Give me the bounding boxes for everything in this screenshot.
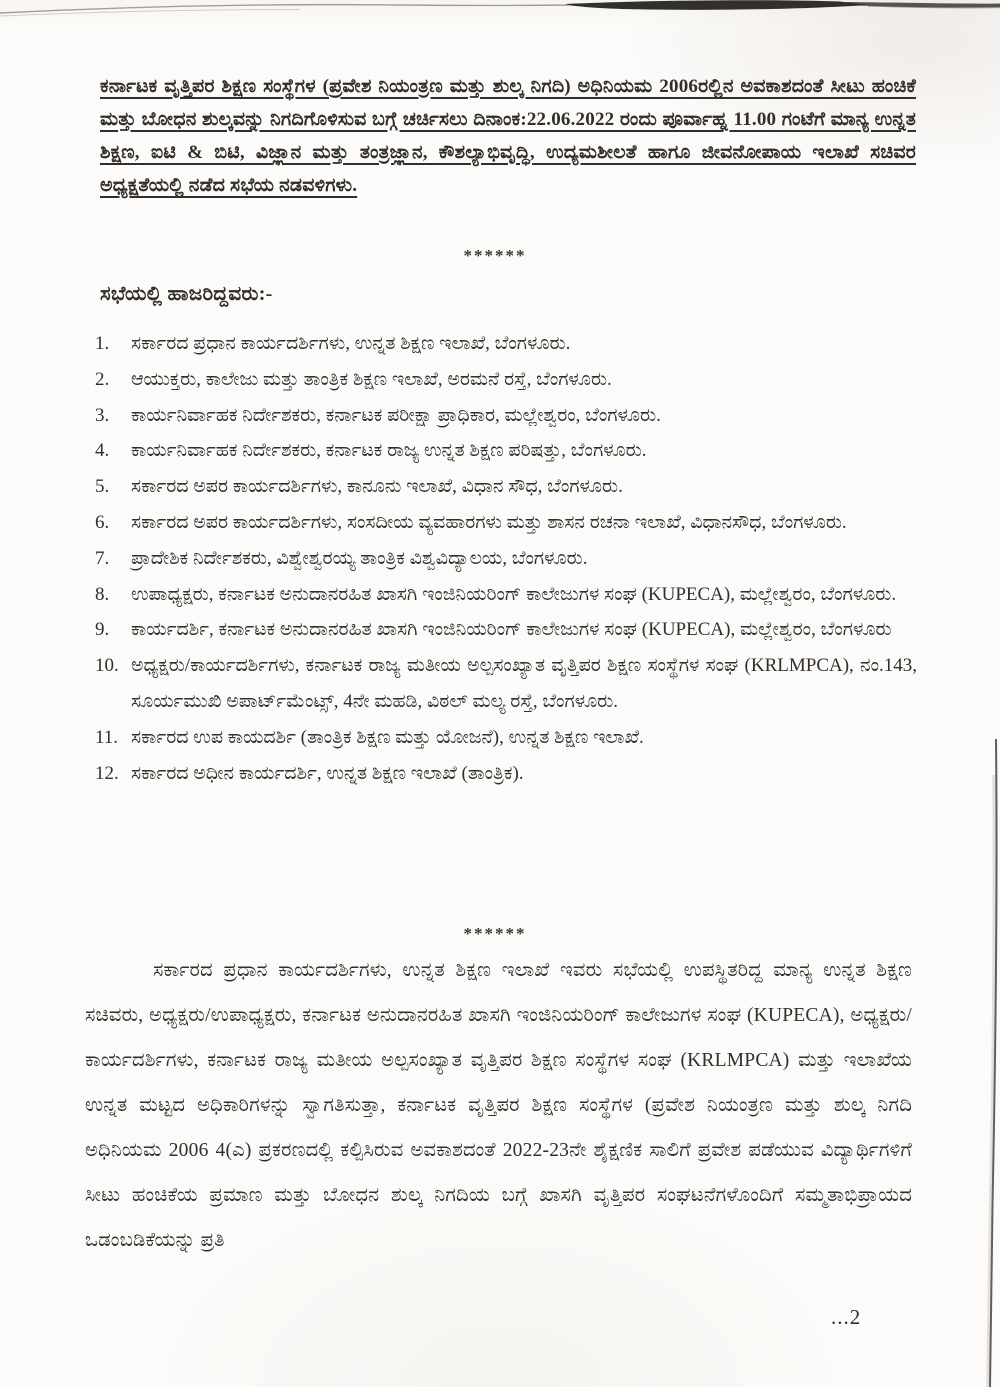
- body-paragraph: ಸರ್ಕಾರದ ಪ್ರಧಾನ ಕಾರ್ಯದರ್ಶಿಗಳು, ಉನ್ನತ ಶಿಕ್ಷಣ ಇಲಾಖೆ ಇವರು ಸಭೆಯಲ್ಲಿ ಉಪಸ್ಥಿತರಿದ್ದ ಮಾನ್ಯ ಉನ್ನತ ಶಿಕ್ಷಣ ಸಚಿವರು, ಅಧ್ಯಕ್ಷರು/ಉಪಾಧ್ಯಕ್ಷರು, ಕರ್ನಾಟಕ ಅನುದಾನರಹಿತ ಖಾಸಗಿ ಇಂಜಿನಿಯರಿಂಗ್ ಕಾಲೇಜುಗಳ ಸಂಘ (KUPECA), ಅಧ್ಯಕ್ಷರು/ಕಾರ್ಯದರ್ಶಿಗಳು, ಕರ್ನಾಟಕ ರಾಜ್ಯ ಮತೀಯ ಅಲ್ಪಸಂಖ್ಯಾತ ವೃತ್ತಿಪರ ಶಿಕ್ಷಣ ಸಂಸ್ಥೆಗಳ ಸಂಘ (KRLMPCA) ಮತ್ತು ಇಲಾಖೆಯ ಉನ್ನತ ಮಟ್ಟದ ಅಧಿಕಾರಿಗಳನ್ನು ಸ್ವಾಗತಿಸುತ್ತಾ, ಕರ್ನಾಟಕ ವೃತ್ತಿಪರ ಶಿಕ್ಷಣ ಸಂಸ್ಥೆಗಳ (ಪ್ರವೇಶ ನಿಯಂತ್ರಣ ಮತ್ತು ಶುಲ್ಕ ನಿಗದಿ ಅಧಿನಿಯಮ 2006 4(ಎ) ಪ್ರಕರಣದಲ್ಲಿ ಕಲ್ಪಿಸಿರುವ ಅವಕಾಶದಂತೆ 2022-23ನೇ ಶೈಕ್ಷಣಿಕ ಸಾಲಿಗೆ ಪ್ರವೇಶ ಪಡೆಯುವ ವಿದ್ಯಾರ್ಥಿಗಳಿಗೆ ಸೀಟು ಹಂಚಿಕೆಯ ಪ್ರಮಾಣ ಮತ್ತು ಬೋಧನ ಶುಲ್ಕ ನಿಗದಿಯ ಬಗ್ಗೆ ಖಾಸಗಿ ವೃತ್ತಿಪರ ಸಂಘಟನೆಗಳೊಂದಿಗೆ ಸಮ್ಮತಾಭಿಪ್ರಾಯದ ಒಡಂಬಡಿಕೆಯನ್ನು ಪ್ರತಿ: [85, 960, 912, 1251]
- attendee-number: 9.: [95, 619, 110, 641]
- attendee-number: 12.: [95, 762, 119, 784]
- attendee-row: [95, 362, 917, 398]
- attendee-text: ಉಪಾಧ್ಯಕ್ಷರು, ಕರ್ನಾಟಕ ಅನುದಾನರಹಿತ ಖಾಸಗಿ ಇಂಜಿನಿಯರಿಂಗ್ ಕಾಲೇಜುಗಳ ಸಂಘ (KUPECA), ಮಲ್ಲೇಶ್ವರಂ, ಬೆಂಗಳೂರು.: [131, 583, 897, 605]
- attendee-number: 2.: [95, 368, 110, 390]
- attendee-number: 10.: [95, 655, 119, 677]
- attendee-row: [95, 541, 917, 577]
- separator-stars-top: ******: [463, 246, 527, 265]
- attendee-text: ಕಾರ್ಯದರ್ಶಿ, ಕರ್ನಾಟಕ ಅನುದಾನರಹಿತ ಖಾಸಗಿ ಇಂಜಿನಿಯರಿಂಗ್ ಕಾಲೇಜುಗಳ ಸಂಘ (KUPECA), ಮಲ್ಲೇಶ್ವರಂ, ಬೆಂಗಳೂರು: [131, 619, 892, 641]
- attendee-text: ಕಾರ್ಯನಿರ್ವಾಹಕ ನಿರ್ದೇಶಕರು, ಕರ್ನಾಟಕ ರಾಜ್ಯ ಉನ್ನತ ಶಿಕ್ಷಣ ಪರಿಷತ್ತು, ಬೆಂಗಳೂರು.: [131, 440, 647, 462]
- attendee-row: [95, 433, 917, 469]
- attendee-row: [95, 469, 917, 505]
- attendee-text: ಸರ್ಕಾರದ ಉಪ ಕಾಯದರ್ಶಿ (ತಾಂತ್ರಿಕ ಶಿಕ್ಷಣ ಮತ್ತು ಯೋಜನೆ), ಉನ್ನತ ಶಿಕ್ಷಣ ಇಲಾಖೆ.: [131, 726, 644, 748]
- attendee-text: ಪ್ರಾದೇಶಿಕ ನಿರ್ದೇಶಕರು, ವಿಶ್ವೇಶ್ವರಯ್ಯ ತಾಂತ್ರಿಕ ವಿಶ್ವವಿದ್ಯಾಲಯ, ಬೆಂಗಳೂರು.: [131, 547, 588, 569]
- attendee-text: ಆಯುಕ್ತರು, ಕಾಲೇಜು ಮತ್ತು ತಾಂತ್ರಿಕ ಶಿಕ್ಷಣ ಇಲಾಖೆ, ಅರಮನೆ ರಸ್ತೆ, ಬೆಂಗಳೂರು.: [131, 368, 612, 390]
- attendee-row: [95, 326, 917, 362]
- attendee-number: 3.: [95, 404, 110, 426]
- attendees-list: [95, 326, 917, 791]
- attendee-number: 11.: [95, 726, 119, 748]
- attendee-text: ಸರ್ಕಾರದ ಪ್ರಧಾನ ಕಾರ್ಯದರ್ಶಿಗಳು, ಉನ್ನತ ಶಿಕ್ಷಣ ಇಲಾಖೆ, ಬೆಂಗಳೂರು.: [131, 333, 571, 354]
- page-number: ...2: [831, 1305, 862, 1329]
- attendee-text: ಸರ್ಕಾರದ ಅಪರ ಕಾರ್ಯದರ್ಶಿಗಳು, ಸಂಸದೀಯ ವ್ಯವಹಾರಗಳು ಮತ್ತು ಶಾಸನ ರಚನಾ ಇಲಾಖೆ, ವಿಧಾನಸೌಧ, ಬೆಂಗಳೂರು.: [131, 511, 847, 533]
- attendees-heading: ಸಭೆಯಲ್ಲಿ ಹಾಜರಿದ್ದವರು:-: [100, 283, 273, 305]
- attendee-row: [95, 648, 917, 720]
- attendee-number: 5.: [95, 476, 110, 498]
- attendee-row: [95, 720, 917, 756]
- attendee-row: [95, 577, 917, 613]
- scan-edge-top-artifact: [0, 0, 1000, 26]
- attendee-text: ಅಧ್ಯಕ್ಷರು/ಕಾರ್ಯದರ್ಶಿಗಳು, ಕರ್ನಾಟಕ ರಾಜ್ಯ ಮತೀಯ ಅಲ್ಪಸಂಖ್ಯಾತ ವೃತ್ತಿಪರ ಶಿಕ್ಷಣ ಸಂಸ್ಥೆಗಳ ಸಂಘ (KRLMPCA), ನಂ.143, ಸೂರ್ಯಮುಖಿ ಅಪಾರ್ಟ್‌ಮೆಂಟ್ಸ್, 4ನೇ ಮಹಡಿ, ವಿಠಲ್ ಮಲ್ಯ ರಸ್ತೆ, ಬೆಂಗಳೂರು.: [131, 655, 917, 712]
- attendee-number: 6.: [95, 511, 110, 533]
- attendee-number: 4.: [95, 440, 110, 462]
- attendee-text: ಸರ್ಕಾರದ ಅಪರ ಕಾರ್ಯದರ್ಶಿಗಳು, ಕಾನೂನು ಇಲಾಖೆ, ವಿಧಾನ ಸೌಧ, ಬೆಂಗಳೂರು.: [131, 476, 623, 498]
- attendee-number: 8.: [95, 583, 110, 605]
- attendee-number: 1.: [95, 333, 110, 354]
- attendee-row: [95, 756, 917, 792]
- separator-stars-bottom: ******: [463, 924, 527, 943]
- document-title: ಕರ್ನಾಟಕ ವೃತ್ತಿಪರ ಶಿಕ್ಷಣ ಸಂಸ್ಥೆಗಳ (ಪ್ರವೇಶ ನಿಯಂತ್ರಣ ಮತ್ತು ಶುಲ್ಕ ನಿಗದಿ) ಅಧಿನಿಯಮ 2006ರಲ್ಲಿನ ಅವಕಾಶದಂತೆ ಸೀಟು ಹಂಚಿಕೆ ಮತ್ತು ಬೋಧನ ಶುಲ್ಕವನ್ನು ನಿಗದಿಗೊಳಿಸುವ ಬಗ್ಗೆ ಚರ್ಚಿಸಲು ದಿನಾಂಕ:22.06.2022 ರಂದು ಪೂರ್ವಾಹ್ನ 11.00 ಗಂಟೆಗೆ ಮಾನ್ಯ ಉನ್ನತ ಶಿಕ್ಷಣ, ಐಟಿ & ಬಿಟಿ, ವಿಜ್ಞಾನ ಮತ್ತು ತಂತ್ರಜ್ಞಾನ, ಕೌಶಲ್ಯಾಭಿವೃದ್ಧಿ, ಉದ್ಯಮಶೀಲತೆ ಹಾಗೂ ಜೀವನೋಪಾಯ ಇಲಾಖೆ ಸಚಿವರ ಅಧ್ಯಕ್ಷತೆಯಲ್ಲಿ ನಡೆದ ಸಭೆಯ ನಡವಳಿಗಳು.: [100, 76, 916, 196]
- attendee-text: ಕಾರ್ಯನಿರ್ವಾಹಕ ನಿರ್ದೇಶಕರು, ಕರ್ನಾಟಕ ಪರೀಕ್ಷಾ ಪ್ರಾಧಿಕಾರ, ಮಲ್ಲೇಶ್ವರಂ, ಬೆಂಗಳೂರು.: [131, 404, 661, 426]
- attendee-row: [95, 505, 917, 541]
- attendee-text: ಸರ್ಕಾರದ ಅಧೀನ ಕಾರ್ಯದರ್ಶಿ, ಉನ್ನತ ಶಿಕ್ಷಣ ಇಲಾಖೆ (ತಾಂತ್ರಿಕ).: [131, 762, 524, 784]
- attendee-row: [95, 398, 917, 434]
- attendee-number: 7.: [95, 547, 110, 569]
- attendee-row: [95, 612, 917, 648]
- scan-edge-right-artifact: [982, 735, 1000, 1387]
